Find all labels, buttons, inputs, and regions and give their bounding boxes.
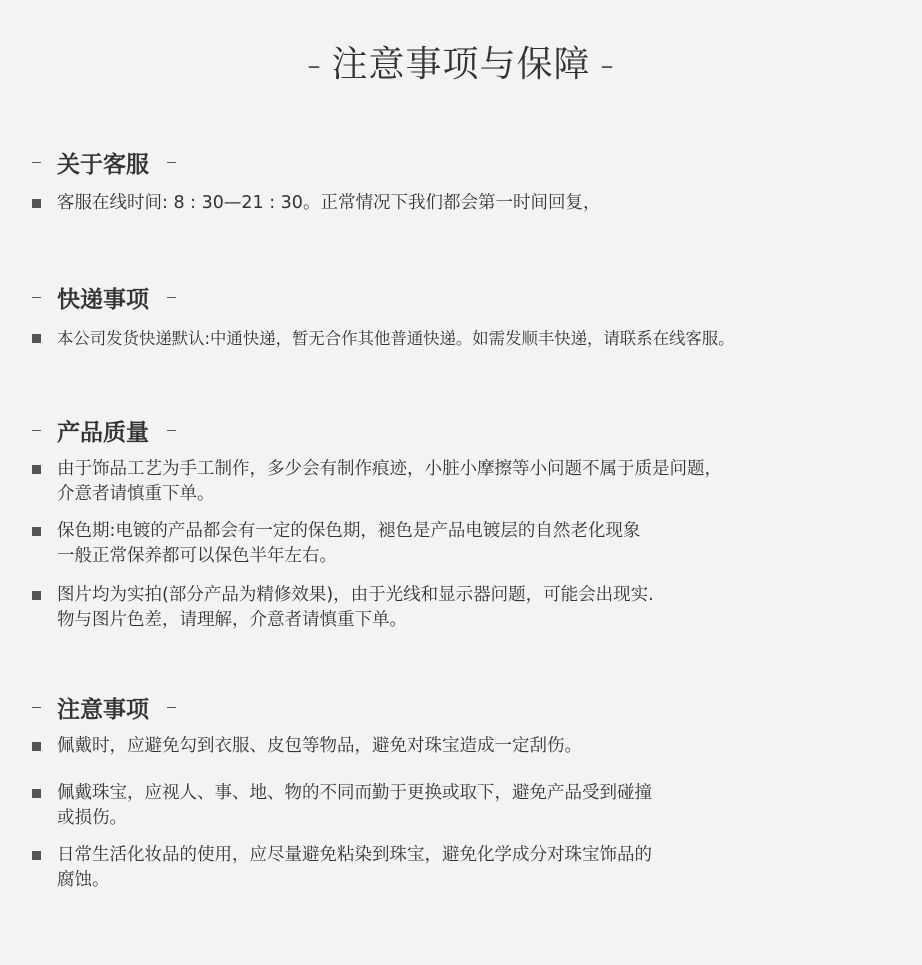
section-heading-label: 快递事项 [57, 286, 149, 313]
section-shipping [32, 280, 902, 351]
list-item [32, 519, 902, 569]
text-line: 一般正常保养都可以保色半年左右。 [57, 546, 337, 566]
title-dash-right: – [600, 51, 615, 81]
heading-dash-left [32, 297, 41, 298]
list-item-text [57, 734, 582, 759]
list-item [32, 843, 902, 893]
text-line: 腐蚀。 [57, 870, 110, 890]
text-line: 介意者请慎重下单。 [57, 484, 215, 504]
page-title-text: 注意事项与保障 [331, 44, 591, 85]
bullet-icon [32, 789, 41, 798]
list-item-text [57, 191, 600, 216]
section-customer-service [32, 145, 902, 216]
list-item [32, 734, 902, 759]
text-line: 日常生活化妆品的使用，应尽量避免粘染到珠宝，避免化学成分对珠宝饰品的 [57, 845, 652, 865]
heading-dash-left [32, 162, 41, 163]
list-item-text [57, 326, 735, 351]
bullet-icon [32, 527, 41, 536]
bullet-icon [32, 742, 41, 751]
text-line: 保色期:电镀的产品都会有一定的保色期，褪色是产品电镀层的自然老化现象 [57, 521, 641, 541]
heading-dash-right [167, 707, 176, 708]
section-heading [32, 690, 902, 724]
title-dash-left: – [307, 51, 322, 81]
section-heading-label: 产品质量 [57, 419, 149, 446]
list-item [32, 326, 902, 351]
section-product-quality [32, 413, 902, 633]
list-item-text [57, 519, 640, 569]
section-heading [32, 145, 902, 179]
text-line: 佩戴时，应避免勾到衣服、皮包等物品，避免对珠宝造成一定刮伤。 [57, 736, 582, 756]
text-line: 由于饰品工艺为手工制作，多少会有制作痕迹，小脏小摩擦等小问题不属于质是问题， [57, 459, 722, 479]
text-line: 佩戴珠宝，应视人、事、地、物的不同而勤于更换或取下，避免产品受到碰撞 [57, 783, 652, 803]
list-item [32, 781, 902, 831]
section-precautions [32, 690, 902, 893]
list-item [32, 583, 902, 633]
list-item-text [57, 843, 652, 893]
section-heading [32, 413, 902, 447]
list-item [32, 191, 902, 216]
bullet-icon [32, 334, 41, 343]
bullet-icon [32, 199, 41, 208]
text-line: 本公司发货快递默认:中通快递，暂无合作其他普通快递。如需发顺丰快递，请联系在线客服。 [57, 329, 735, 348]
list-item-text [57, 781, 652, 831]
bullet-icon [32, 851, 41, 860]
text-line: 客服在线时间: 8 : 30—21 : 30。正常情况下我们都会第一时间回复， [57, 193, 601, 213]
list-item-text [57, 457, 722, 507]
heading-dash-right [167, 430, 176, 431]
bullet-icon [32, 591, 41, 600]
bullet-icon [32, 465, 41, 474]
section-heading-label: 关于客服 [57, 151, 149, 178]
heading-dash-right [167, 162, 176, 163]
section-heading [32, 280, 902, 314]
heading-dash-left [32, 430, 41, 431]
section-heading-label: 注意事项 [57, 696, 149, 723]
text-line: 图片均为实拍(部分产品为精修效果)，由于光线和显示器问题，可能会出现实. [57, 585, 654, 605]
text-line: 或损伤。 [57, 808, 127, 828]
text-line: 物与图片色差，请理解，介意者请慎重下单。 [57, 610, 407, 630]
list-item [32, 457, 902, 507]
page-title [0, 36, 922, 87]
list-item-text [57, 583, 654, 633]
heading-dash-left [32, 707, 41, 708]
heading-dash-right [167, 297, 176, 298]
